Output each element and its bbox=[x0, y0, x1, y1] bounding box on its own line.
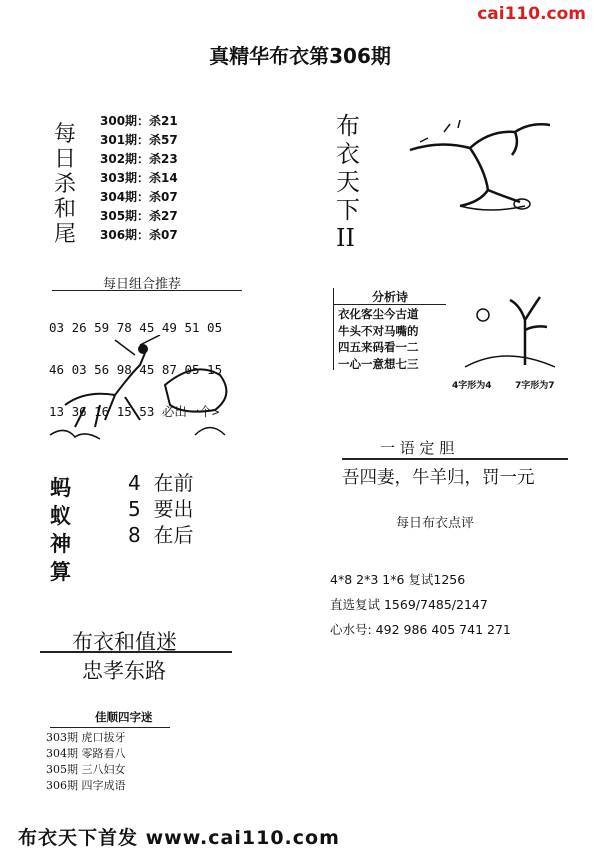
ant-char: 算 bbox=[50, 560, 71, 584]
bytx-char: 天 bbox=[336, 168, 360, 196]
review-line: 4*8 2*3 1*6 复试1256 bbox=[330, 572, 466, 587]
list-item: 306期 四字成语 bbox=[46, 779, 126, 792]
review-line: 直选复试 1569/7485/2147 bbox=[330, 597, 488, 612]
divider bbox=[52, 290, 242, 291]
page-title: 真精华布衣第306期 bbox=[209, 44, 391, 68]
divider bbox=[50, 727, 170, 728]
one-word-title: 一 语 定 胆 bbox=[380, 439, 455, 457]
list-item: 46 03 56 98 45 87 05 15 bbox=[49, 362, 223, 377]
bytx-char: 布 bbox=[336, 112, 360, 140]
jiashun-rows bbox=[46, 730, 126, 794]
list-item: 304期：杀07 bbox=[100, 190, 178, 204]
one-word-text: 吾四妻，牛羊归，罚一元 bbox=[342, 468, 535, 488]
horse-rider-illustration bbox=[45, 335, 240, 450]
daily-kill-list bbox=[100, 112, 178, 245]
ant-char: 蚁 bbox=[50, 504, 71, 528]
ant-label bbox=[50, 474, 71, 586]
daily-kill-char: 杀 bbox=[53, 172, 76, 197]
analysis-poem bbox=[338, 306, 419, 372]
list-item: 305期 三八妇女 bbox=[46, 763, 126, 776]
bytx-label bbox=[336, 112, 360, 252]
list-item: 305期：杀27 bbox=[100, 209, 178, 223]
list-item: 300期：杀21 bbox=[100, 114, 178, 128]
ant-word: 要出 bbox=[153, 497, 194, 521]
jiashun-title: 佳顺四字迷 bbox=[95, 710, 153, 724]
analysis-note: 7字形为7 bbox=[515, 381, 555, 391]
poem-line: 衣化客尘今古道 bbox=[338, 307, 419, 321]
daily-kill-char: 和 bbox=[53, 197, 76, 222]
ant-row bbox=[128, 470, 193, 496]
list-item: 13 36 16 15 53 必出一个> bbox=[49, 404, 220, 419]
analysis-note: 4字形为4 bbox=[452, 381, 492, 391]
list-item: 03 26 59 78 45 49 51 05 bbox=[49, 320, 223, 335]
footer-text: 布衣天下首发 www.cai110.com bbox=[18, 827, 340, 849]
daily-kill-char: 尾 bbox=[53, 222, 76, 247]
ant-char: 蚂 bbox=[50, 476, 71, 500]
list-item: 303期：杀14 bbox=[100, 171, 178, 185]
list-item: 303期 虎口拔牙 bbox=[46, 731, 126, 744]
divider bbox=[342, 458, 568, 460]
tree-illustration bbox=[400, 110, 560, 220]
ant-word: 在前 bbox=[153, 471, 194, 495]
poem-line: 牛头不对马嘴的 bbox=[338, 323, 419, 338]
list-item: 304期 零路看八 bbox=[46, 747, 126, 760]
ant-row bbox=[128, 496, 193, 522]
ant-char: 神 bbox=[50, 532, 71, 556]
daily-kill-char: 每 bbox=[53, 122, 76, 147]
daily-kill-label bbox=[52, 122, 78, 247]
ant-num: 8 bbox=[128, 523, 141, 547]
daily-kill-char: 日 bbox=[53, 147, 76, 172]
analysis-box bbox=[333, 288, 446, 370]
review-line: 心水号: 492 986 405 741 271 bbox=[330, 622, 511, 637]
ant-num: 4 bbox=[128, 471, 141, 495]
ant-rows bbox=[128, 470, 193, 548]
list-item: 302期：杀23 bbox=[100, 152, 178, 166]
divider bbox=[334, 304, 446, 305]
ant-num: 5 bbox=[128, 497, 141, 521]
review-lines bbox=[330, 567, 511, 642]
combo-title: 每日组合推荐 bbox=[102, 277, 181, 292]
list-item: 306期：杀07 bbox=[100, 228, 178, 242]
list-item: 301期：杀57 bbox=[100, 133, 178, 147]
bytx-char: 衣 bbox=[336, 140, 360, 168]
ant-row bbox=[128, 522, 193, 548]
review-title: 每日布衣点评 bbox=[396, 516, 475, 531]
poem-line: 一心一意想七三 bbox=[338, 356, 419, 371]
analysis-title: 分析诗 bbox=[371, 290, 408, 304]
bytx-numeral: II bbox=[336, 224, 355, 252]
bytx-char: 下 bbox=[336, 196, 360, 224]
divider bbox=[40, 651, 232, 653]
riddle-answer: 忠孝东路 bbox=[82, 659, 166, 683]
brand-watermark: cai110.com bbox=[477, 4, 586, 24]
riddle-title: 布衣和值迷 bbox=[72, 630, 177, 654]
poem-line: 四五来码看一二 bbox=[338, 340, 419, 354]
moon-tree-illustration bbox=[455, 285, 565, 375]
ant-word: 在后 bbox=[153, 523, 194, 547]
